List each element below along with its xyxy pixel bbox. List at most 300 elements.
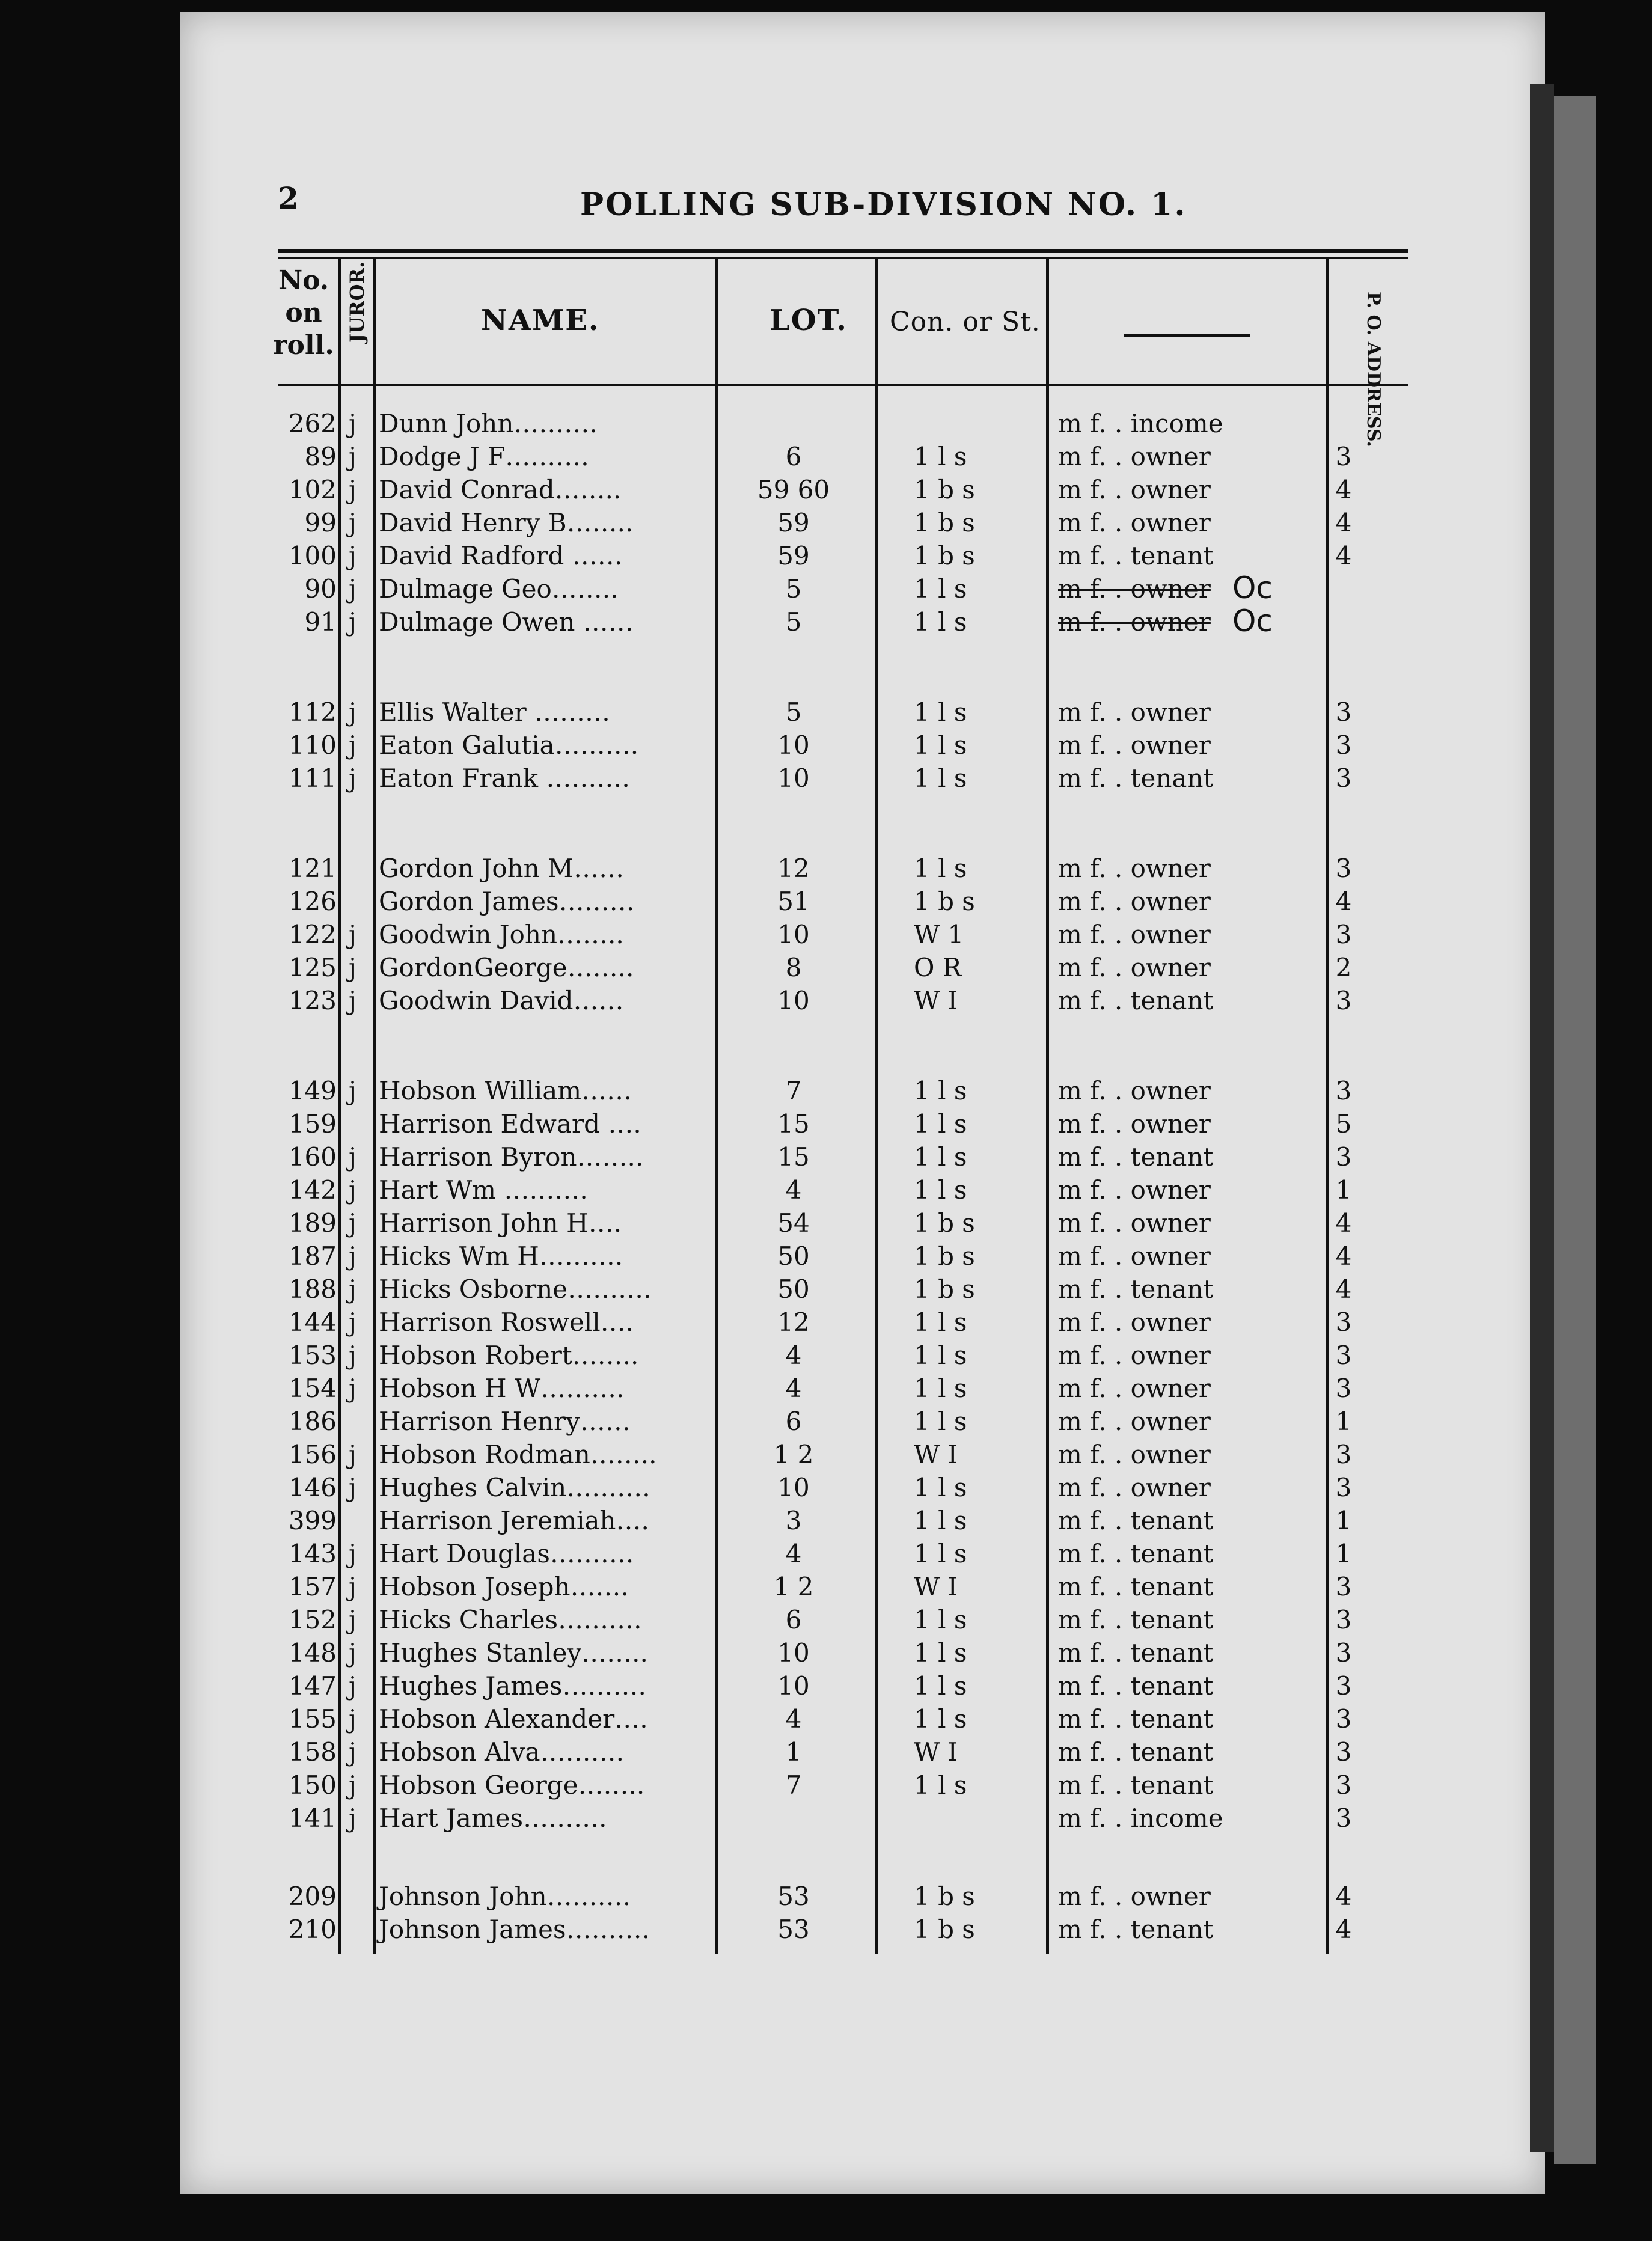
property-status: m f. . owner <box>1058 1374 1211 1403</box>
page-number: 2 <box>278 180 299 216</box>
voter-name: GordonGeorge…….. <box>379 953 634 982</box>
roll-number: 89 <box>304 442 337 471</box>
voter-name: Hughes James………. <box>379 1671 646 1701</box>
po-address: 4 <box>1335 1882 1352 1911</box>
po-address: 3 <box>1335 986 1352 1015</box>
juror-mark: j <box>349 1572 357 1601</box>
voter-name: Dulmage Geo…….. <box>379 574 619 604</box>
header-lot: LOT. <box>769 304 848 337</box>
po-address: 3 <box>1335 1737 1352 1767</box>
property-status: m f. . tenant <box>1058 986 1214 1015</box>
roll-number: 146 <box>288 1473 337 1502</box>
voter-name: Eaton Galutia………. <box>379 730 639 760</box>
voter-name: Hicks Wm H………. <box>379 1241 623 1271</box>
po-address: 3 <box>1335 1440 1352 1469</box>
juror-mark: j <box>349 1076 357 1105</box>
lot-number: 54 <box>777 1208 810 1238</box>
juror-mark: j <box>349 1638 357 1668</box>
juror-mark: j <box>349 1307 357 1337</box>
property-status: m f. . tenant <box>1058 1539 1214 1568</box>
voter-name: Hobson Alva………. <box>379 1737 624 1767</box>
voter-row <box>0 1307 1652 1340</box>
property-status: m f. . owner <box>1058 1473 1211 1502</box>
concession: 1 l s <box>914 1374 967 1403</box>
po-address: 3 <box>1335 763 1352 793</box>
concession: W I <box>914 1440 958 1469</box>
page-title: POLLING SUB-DIVISION NO. 1. <box>580 186 1187 223</box>
property-status: m f. . tenant <box>1058 1770 1214 1800</box>
roll-number: 155 <box>288 1704 337 1734</box>
juror-mark: j <box>349 697 357 727</box>
voter-row <box>0 1704 1652 1737</box>
roll-number: 157 <box>288 1572 337 1601</box>
voter-name: Eaton Frank ………. <box>379 763 630 793</box>
lot-number: 59 <box>777 508 810 537</box>
voter-name: Hart Wm ………. <box>379 1175 588 1205</box>
po-address: 3 <box>1335 730 1352 760</box>
voter-row <box>0 1241 1652 1274</box>
voter-name: Harrison Edward …. <box>379 1109 641 1139</box>
po-address: 3 <box>1335 1704 1352 1734</box>
property-status: m f. . tenant <box>1058 1572 1214 1601</box>
voter-name: Hobson Alexander…. <box>379 1704 648 1734</box>
lot-number: 7 <box>785 1770 802 1800</box>
lot-number: 5 <box>785 697 802 727</box>
voter-name: Hobson Joseph……. <box>379 1572 629 1601</box>
po-address: 3 <box>1335 1605 1352 1634</box>
voter-row <box>0 1915 1652 1947</box>
roll-number: 126 <box>288 887 337 916</box>
voter-row <box>0 508 1652 540</box>
concession: 1 l s <box>914 1142 967 1172</box>
concession: 1 l s <box>914 1770 967 1800</box>
po-address: 3 <box>1335 1803 1352 1833</box>
lot-number: 6 <box>785 442 802 471</box>
juror-mark: j <box>349 541 357 570</box>
concession: 1 l s <box>914 442 967 471</box>
voter-row <box>0 541 1652 573</box>
juror-mark: j <box>349 1241 357 1271</box>
roll-number: 99 <box>304 508 337 537</box>
voter-row <box>0 475 1652 507</box>
concession: 1 b s <box>914 1915 975 1944</box>
voter-name: Ellis Walter ……… <box>379 697 611 727</box>
po-address: 3 <box>1335 1770 1352 1800</box>
lot-number: 15 <box>777 1142 810 1172</box>
voter-row <box>0 1142 1652 1175</box>
juror-mark: j <box>349 442 357 471</box>
voter-name: Harrison Byron…….. <box>379 1142 644 1172</box>
roll-number: 188 <box>288 1274 337 1304</box>
property-status: m f. . owner <box>1058 508 1211 537</box>
juror-mark: j <box>349 1274 357 1304</box>
voter-row <box>0 1737 1652 1770</box>
handwritten-note: Oc <box>1232 604 1273 638</box>
property-status: m f. . owner <box>1058 1076 1211 1105</box>
roll-number: 210 <box>288 1915 337 1944</box>
voter-row <box>0 1770 1652 1803</box>
property-status: m f. . owner <box>1058 1307 1211 1337</box>
voter-name: Johnson John………. <box>379 1882 631 1911</box>
lot-number: 6 <box>785 1407 802 1436</box>
po-address: 4 <box>1335 475 1352 504</box>
lot-number: 10 <box>777 763 810 793</box>
concession: W I <box>914 986 958 1015</box>
roll-number: 125 <box>288 953 337 982</box>
lot-number: 4 <box>785 1704 802 1734</box>
lot-number: 59 60 <box>757 475 830 504</box>
juror-mark: j <box>349 1704 357 1734</box>
voter-row <box>0 1506 1652 1538</box>
lot-number: 4 <box>785 1341 802 1370</box>
voter-row <box>0 1407 1652 1439</box>
voter-row <box>0 763 1652 796</box>
concession: 1 l s <box>914 1473 967 1502</box>
voter-name: Hobson H W………. <box>379 1374 625 1403</box>
roll-number: 123 <box>288 986 337 1015</box>
voter-name: Dodge J F………. <box>379 442 589 471</box>
roll-number: 154 <box>288 1374 337 1403</box>
voter-name: David Conrad…….. <box>379 475 622 504</box>
concession: W 1 <box>914 920 964 949</box>
handwritten-note: Oc <box>1232 570 1273 605</box>
lot-number: 10 <box>777 730 810 760</box>
lot-number: 5 <box>785 607 802 637</box>
voter-name: Harrison Roswell…. <box>379 1307 634 1337</box>
roll-number: 148 <box>288 1638 337 1668</box>
voter-row <box>0 1803 1652 1836</box>
voter-name: Dulmage Owen …… <box>379 607 634 637</box>
concession: 1 b s <box>914 1241 975 1271</box>
po-address: 4 <box>1335 1241 1352 1271</box>
header-top-rule <box>278 249 1408 253</box>
property-status: m f. . owner <box>1058 442 1211 471</box>
voter-row <box>0 1539 1652 1571</box>
concession: W I <box>914 1737 958 1767</box>
lot-number: 1 2 <box>773 1572 814 1601</box>
voter-name: Hart James………. <box>379 1803 607 1833</box>
property-status: m f. . owner <box>1058 1109 1211 1139</box>
voter-row <box>0 1882 1652 1914</box>
juror-mark: j <box>349 1770 357 1800</box>
voter-name: Gordon John M…… <box>379 854 625 883</box>
roll-number: 112 <box>288 697 337 727</box>
voter-name: Goodwin David…… <box>379 986 624 1015</box>
roll-number: 156 <box>288 1440 337 1469</box>
property-status: m f. . owner <box>1058 1882 1211 1911</box>
roll-number: 159 <box>288 1109 337 1139</box>
po-address: 3 <box>1335 1307 1352 1337</box>
lot-number: 4 <box>785 1175 802 1205</box>
juror-mark: j <box>349 953 357 982</box>
lot-number: 15 <box>777 1109 810 1139</box>
juror-mark: j <box>349 920 357 949</box>
lot-number: 10 <box>777 920 810 949</box>
property-status: m f. . owner <box>1058 920 1211 949</box>
juror-mark: j <box>349 1142 357 1172</box>
po-address: 3 <box>1335 442 1352 471</box>
header-no-on-roll: No. on roll. <box>273 265 334 361</box>
po-address: 1 <box>1335 1539 1352 1568</box>
voter-name: Goodwin John…….. <box>379 920 624 949</box>
roll-number: 143 <box>288 1539 337 1568</box>
po-address: 1 <box>1335 1175 1352 1205</box>
roll-number: 111 <box>288 763 337 793</box>
voter-name: Hughes Calvin………. <box>379 1473 650 1502</box>
po-address: 1 <box>1335 1407 1352 1436</box>
po-address: 2 <box>1335 953 1352 982</box>
lot-number: 50 <box>777 1274 810 1304</box>
roll-number: 100 <box>288 541 337 570</box>
property-status: m f. . owner <box>1058 607 1211 637</box>
voter-row <box>0 887 1652 919</box>
property-status: m f. . tenant <box>1058 763 1214 793</box>
concession: 1 l s <box>914 854 967 883</box>
juror-mark: j <box>349 986 357 1015</box>
concession: 1 b s <box>914 475 975 504</box>
concession: 1 l s <box>914 1539 967 1568</box>
lot-number: 50 <box>777 1241 810 1271</box>
property-status: m f. . tenant <box>1058 1704 1214 1734</box>
roll-number: 91 <box>304 607 337 637</box>
voter-name: Hicks Charles………. <box>379 1605 642 1634</box>
concession: 1 b s <box>914 541 975 570</box>
concession: 1 l s <box>914 697 967 727</box>
po-address: 4 <box>1335 1915 1352 1944</box>
lot-number: 10 <box>777 1638 810 1668</box>
property-status: m f. . tenant <box>1058 1671 1214 1701</box>
lot-number: 12 <box>777 1307 810 1337</box>
property-status: m f. . owner <box>1058 1175 1211 1205</box>
voter-row <box>0 1109 1652 1142</box>
juror-mark: j <box>349 1473 357 1502</box>
voter-name: Harrison Henry…… <box>379 1407 631 1436</box>
roll-number: 144 <box>288 1307 337 1337</box>
roll-number: 158 <box>288 1737 337 1767</box>
voter-row <box>0 1076 1652 1108</box>
voter-row <box>0 920 1652 952</box>
juror-mark: j <box>349 763 357 793</box>
voter-name: Harrison John H…. <box>379 1208 622 1238</box>
roll-number: 160 <box>288 1142 337 1172</box>
concession: 1 l s <box>914 1407 967 1436</box>
header-juror: JUROR. <box>346 261 369 343</box>
header-name: NAME. <box>481 304 600 337</box>
lot-number: 1 2 <box>773 1440 814 1469</box>
voter-row <box>0 1440 1652 1472</box>
property-status: m f. . owner <box>1058 854 1211 883</box>
lot-number: 10 <box>777 986 810 1015</box>
voter-row <box>0 1671 1652 1704</box>
property-status: m f. . owner <box>1058 1341 1211 1370</box>
property-status: m f. . owner <box>1058 475 1211 504</box>
voter-row <box>0 1473 1652 1505</box>
property-status: m f. . tenant <box>1058 1605 1214 1634</box>
concession: 1 l s <box>914 1671 967 1701</box>
po-address: 3 <box>1335 1341 1352 1370</box>
roll-number: 147 <box>288 1671 337 1701</box>
voter-row <box>0 1341 1652 1373</box>
header-po-address: P. O. ADDRESS. <box>1363 292 1384 447</box>
concession: 1 l s <box>914 574 967 604</box>
po-address: 3 <box>1335 1374 1352 1403</box>
roll-number: 122 <box>288 920 337 949</box>
juror-mark: j <box>349 1737 357 1767</box>
concession: O R <box>914 953 962 982</box>
property-status: m f. . tenant <box>1058 1274 1214 1304</box>
roll-number: 150 <box>288 1770 337 1800</box>
roll-number: 121 <box>288 854 337 883</box>
voter-name: Hobson George…….. <box>379 1770 645 1800</box>
property-status: m f. . tenant <box>1058 1142 1214 1172</box>
lot-number: 3 <box>785 1506 802 1535</box>
property-status: m f. . owner <box>1058 730 1211 760</box>
po-address: 4 <box>1335 1274 1352 1304</box>
voter-row <box>0 604 1652 640</box>
voter-row <box>0 1572 1652 1604</box>
concession: 1 l s <box>914 1175 967 1205</box>
juror-mark: j <box>349 730 357 760</box>
voter-name: Johnson James………. <box>379 1915 650 1944</box>
juror-mark: j <box>349 1671 357 1701</box>
po-address: 4 <box>1335 508 1352 537</box>
lot-number: 12 <box>777 854 810 883</box>
voter-name: Dunn John………. <box>379 409 598 438</box>
concession: 1 l s <box>914 1605 967 1634</box>
concession: 1 l s <box>914 1109 967 1139</box>
voter-row <box>0 986 1652 1018</box>
property-status: m f. . owner <box>1058 697 1211 727</box>
roll-number: 142 <box>288 1175 337 1205</box>
juror-mark: j <box>349 1208 357 1238</box>
concession: 1 l s <box>914 607 967 637</box>
juror-mark: j <box>349 1605 357 1634</box>
juror-mark: j <box>349 1440 357 1469</box>
concession: W I <box>914 1572 958 1601</box>
roll-number: 90 <box>304 574 337 604</box>
voter-row <box>0 1605 1652 1637</box>
property-status: m f. . tenant <box>1058 1737 1214 1767</box>
juror-mark: j <box>349 1175 357 1205</box>
po-address: 1 <box>1335 1506 1352 1535</box>
roll-number: 399 <box>288 1506 337 1535</box>
po-address: 4 <box>1335 541 1352 570</box>
header-top-rule-thin <box>278 257 1408 259</box>
juror-mark: j <box>349 508 357 537</box>
po-address: 3 <box>1335 1671 1352 1701</box>
voter-row <box>0 730 1652 763</box>
concession: 1 l s <box>914 1506 967 1535</box>
lot-number: 53 <box>777 1882 810 1911</box>
voter-name: Gordon James……… <box>379 887 635 916</box>
roll-number: 262 <box>288 409 337 438</box>
juror-mark: j <box>349 1374 357 1403</box>
juror-mark: j <box>349 574 357 604</box>
header-blank-column-dash <box>1124 334 1250 337</box>
lot-number: 4 <box>785 1539 802 1568</box>
po-address: 3 <box>1335 1638 1352 1668</box>
po-address: 3 <box>1335 920 1352 949</box>
property-status: m f. . tenant <box>1058 1638 1214 1668</box>
lot-number: 1 <box>785 1737 802 1767</box>
lot-number: 5 <box>785 574 802 604</box>
property-status: m f. . tenant <box>1058 1506 1214 1535</box>
roll-number: 186 <box>288 1407 337 1436</box>
po-address: 4 <box>1335 1208 1352 1238</box>
po-address: 3 <box>1335 697 1352 727</box>
lot-number: 10 <box>777 1473 810 1502</box>
header-con-or-st: Con. or St. <box>890 307 1041 337</box>
voter-row <box>0 1208 1652 1241</box>
voter-row <box>0 1638 1652 1671</box>
voter-row <box>0 697 1652 730</box>
roll-number: 149 <box>288 1076 337 1105</box>
property-status: m f. . income <box>1058 409 1223 438</box>
concession: 1 l s <box>914 763 967 793</box>
voter-name: Hobson William…… <box>379 1076 632 1105</box>
po-address: 3 <box>1335 1076 1352 1105</box>
voter-row <box>0 442 1652 474</box>
juror-mark: j <box>349 409 357 438</box>
po-address: 3 <box>1335 1473 1352 1502</box>
lot-number: 51 <box>777 887 810 916</box>
property-status: m f. . owner <box>1058 574 1211 604</box>
concession: 1 b s <box>914 1882 975 1911</box>
voter-name: Hicks Osborne………. <box>379 1274 652 1304</box>
concession: 1 b s <box>914 887 975 916</box>
lot-number: 4 <box>785 1374 802 1403</box>
property-status: m f. . owner <box>1058 1241 1211 1271</box>
property-status: m f. . owner <box>1058 1440 1211 1469</box>
lot-number: 7 <box>785 1076 802 1105</box>
concession: 1 l s <box>914 730 967 760</box>
juror-mark: j <box>349 607 357 637</box>
property-status: m f. . owner <box>1058 1208 1211 1238</box>
concession: 1 b s <box>914 1208 975 1238</box>
roll-number: 209 <box>288 1882 337 1911</box>
concession: 1 l s <box>914 1704 967 1734</box>
po-address: 3 <box>1335 1572 1352 1601</box>
po-address: 5 <box>1335 1109 1352 1139</box>
concession: 1 l s <box>914 1341 967 1370</box>
po-address: 4 <box>1335 887 1352 916</box>
concession: 1 l s <box>914 1076 967 1105</box>
voter-name: Harrison Jeremiah…. <box>379 1506 649 1535</box>
roll-number: 110 <box>288 730 337 760</box>
roll-number: 152 <box>288 1605 337 1634</box>
concession: 1 b s <box>914 1274 975 1304</box>
po-address: 3 <box>1335 854 1352 883</box>
voter-row <box>0 1374 1652 1406</box>
voter-name: Hobson Rodman…….. <box>379 1440 657 1469</box>
property-status: m f. . owner <box>1058 1407 1211 1436</box>
voter-row <box>0 570 1652 607</box>
juror-mark: j <box>349 1341 357 1370</box>
concession: 1 l s <box>914 1307 967 1337</box>
property-status: m f. . income <box>1058 1803 1223 1833</box>
voter-name: David Henry B…….. <box>379 508 634 537</box>
roll-number: 189 <box>288 1208 337 1238</box>
property-status: m f. . owner <box>1058 887 1211 916</box>
lot-number: 6 <box>785 1605 802 1634</box>
roll-number: 187 <box>288 1241 337 1271</box>
roll-number: 153 <box>288 1341 337 1370</box>
voter-row <box>0 1274 1652 1307</box>
roll-number: 102 <box>288 475 337 504</box>
po-address: 3 <box>1335 1142 1352 1172</box>
voter-row <box>0 409 1652 441</box>
lot-number: 53 <box>777 1915 810 1944</box>
